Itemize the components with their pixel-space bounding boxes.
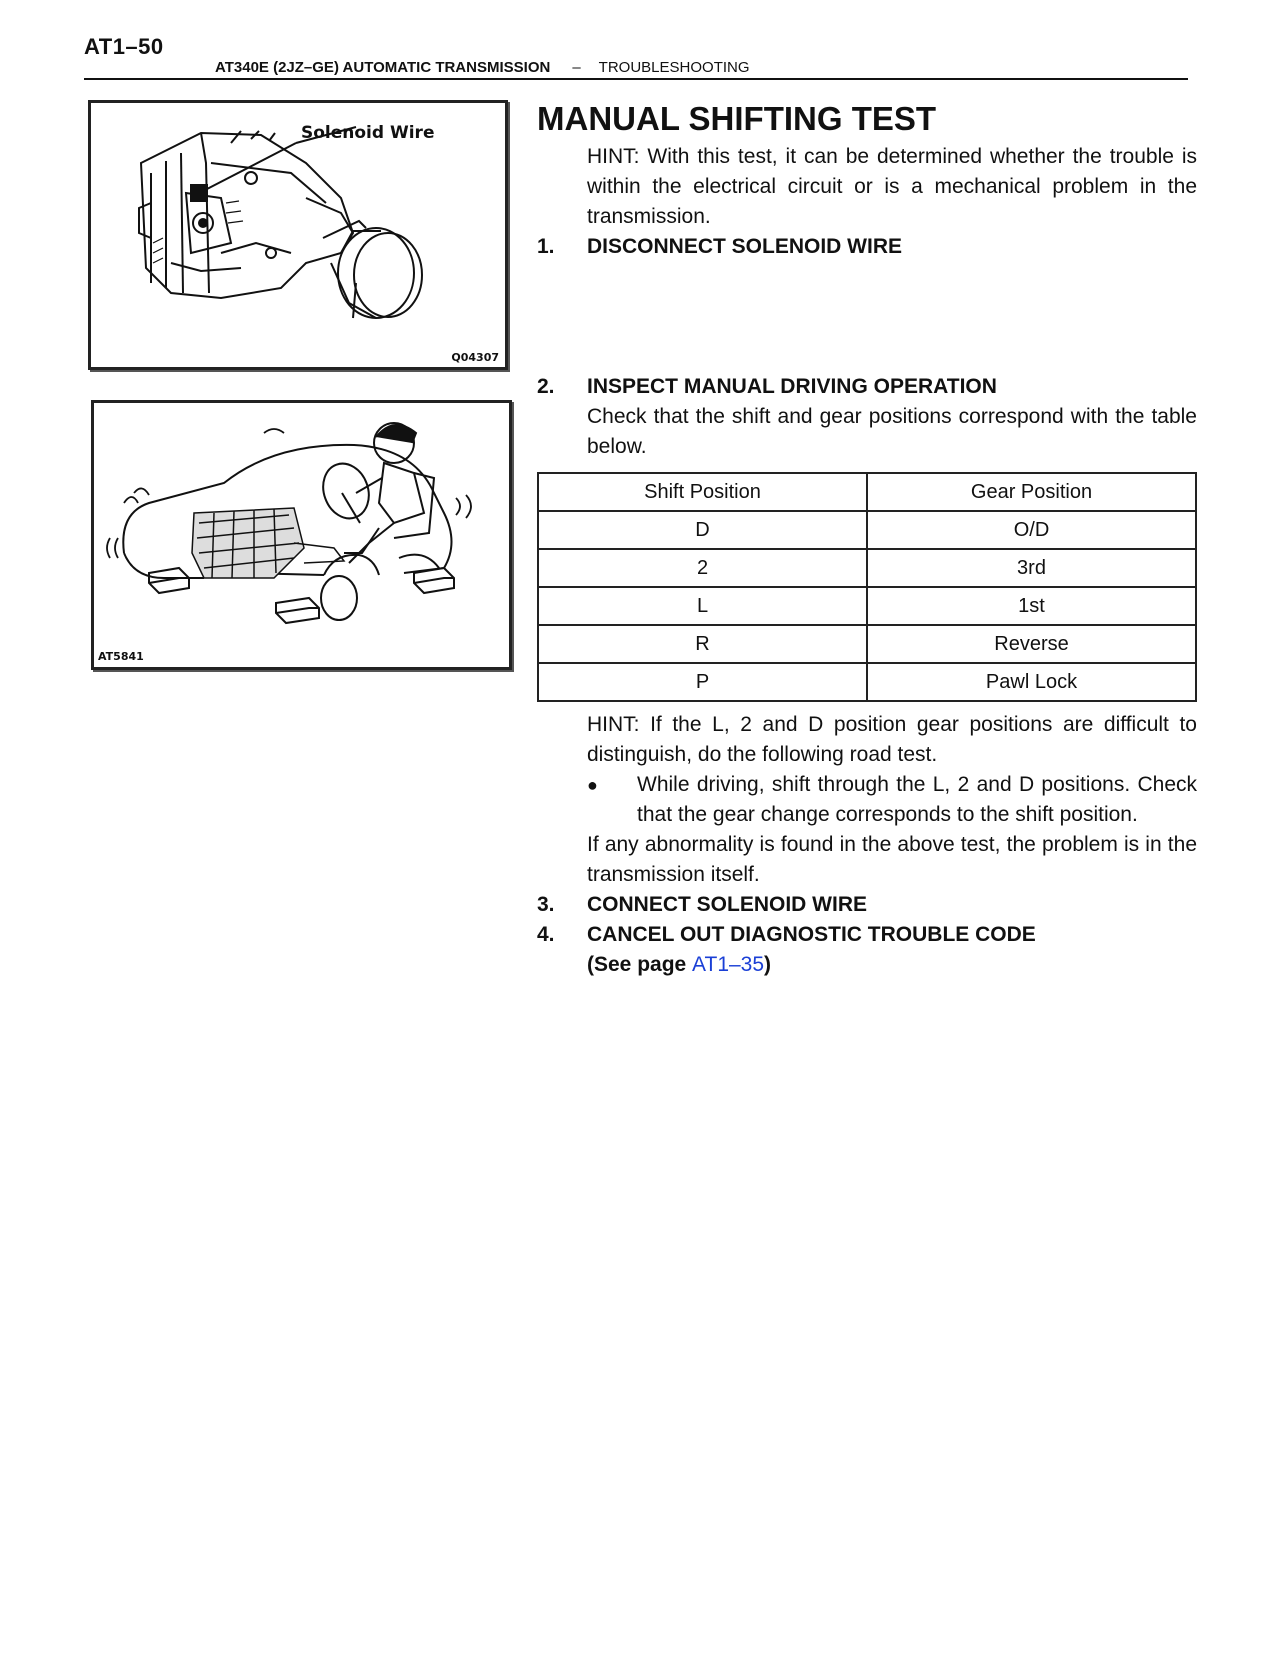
table-cell: P: [538, 663, 867, 701]
see-page-suffix: ): [764, 953, 772, 976]
table-cell: 3rd: [867, 549, 1196, 587]
step-text: DISCONNECT SOLENOID WIRE: [587, 235, 903, 258]
step-4: [537, 920, 1197, 950]
driving-illustration: [94, 403, 509, 667]
hint-paragraph: HINT: If the L, 2 and D position gear positions are difficult to distinguish, do the following road test.: [587, 713, 1197, 766]
bullet-icon: ●: [587, 775, 598, 795]
table-header-row: [538, 473, 1196, 511]
step-number: 1.: [537, 235, 555, 258]
header-section: TROUBLESHOOTING: [598, 59, 750, 76]
see-page-reference: [537, 950, 1197, 980]
bullet-item: [537, 770, 1197, 830]
bullet-text: While driving, shift through the L, 2 and D positions. Check that the gear change corresponds to the shift position.: [637, 773, 1197, 826]
main-content: [537, 96, 1197, 980]
step-number: 4.: [537, 923, 555, 946]
table-cell: R: [538, 625, 867, 663]
transmission-illustration: [91, 103, 505, 367]
table-row: [538, 663, 1196, 701]
page-number: AT1–50: [84, 34, 164, 59]
figure-code: Q04307: [451, 351, 499, 364]
solenoid-wire-callout: Solenoid Wire: [301, 123, 435, 143]
step-text: CANCEL OUT DIAGNOSTIC TROUBLE CODE: [587, 923, 1036, 946]
step-text: CONNECT SOLENOID WIRE: [587, 893, 868, 916]
spacer: [537, 262, 1197, 372]
table-row: [538, 511, 1196, 549]
abnormality-paragraph: If any abnormality is found in the above test, the problem is in the transmission itself.: [587, 833, 1197, 886]
page-link[interactable]: AT1–35: [692, 953, 765, 976]
column-header: Gear Position: [867, 473, 1196, 511]
table-cell: L: [538, 587, 867, 625]
table-cell: D: [538, 511, 867, 549]
step-text: INSPECT MANUAL DRIVING OPERATION: [587, 375, 997, 398]
step-1: [537, 232, 1197, 262]
hint-paragraph: HINT: With this test, it can be determined whether the trouble is within the electrical circuit or is a mechanical problem in the transmission.: [587, 145, 1197, 228]
step-2-description: Check that the shift and gear positions correspond with the table below.: [587, 405, 1197, 458]
solenoid-wire-figure: [88, 100, 508, 370]
driving-operation-figure: [91, 400, 512, 670]
step-2: [537, 372, 1197, 402]
table-cell: 1st: [867, 587, 1196, 625]
table-row: [538, 625, 1196, 663]
header-title: AT340E (2JZ–GE) AUTOMATIC TRANSMISSION: [215, 59, 551, 76]
table-row: [538, 587, 1196, 625]
shift-gear-table: [537, 472, 1197, 702]
see-page-text: [587, 950, 771, 980]
step-number: 2.: [537, 375, 555, 398]
see-page-prefix: (See page: [587, 953, 693, 976]
table-cell: Pawl Lock: [867, 663, 1196, 701]
column-header: Shift Position: [538, 473, 867, 511]
header-separator: –: [572, 59, 581, 76]
figure-code: AT5841: [98, 650, 144, 663]
header-rule: [84, 78, 1188, 80]
table-cell: 2: [538, 549, 867, 587]
table-cell: Reverse: [867, 625, 1196, 663]
step-3: [537, 890, 1197, 920]
spacer: [537, 950, 587, 980]
step-number: 3.: [537, 893, 555, 916]
running-header: [215, 59, 750, 76]
section-title: MANUAL SHIFTING TEST: [537, 100, 937, 137]
table-cell: O/D: [867, 511, 1196, 549]
table-row: [538, 549, 1196, 587]
